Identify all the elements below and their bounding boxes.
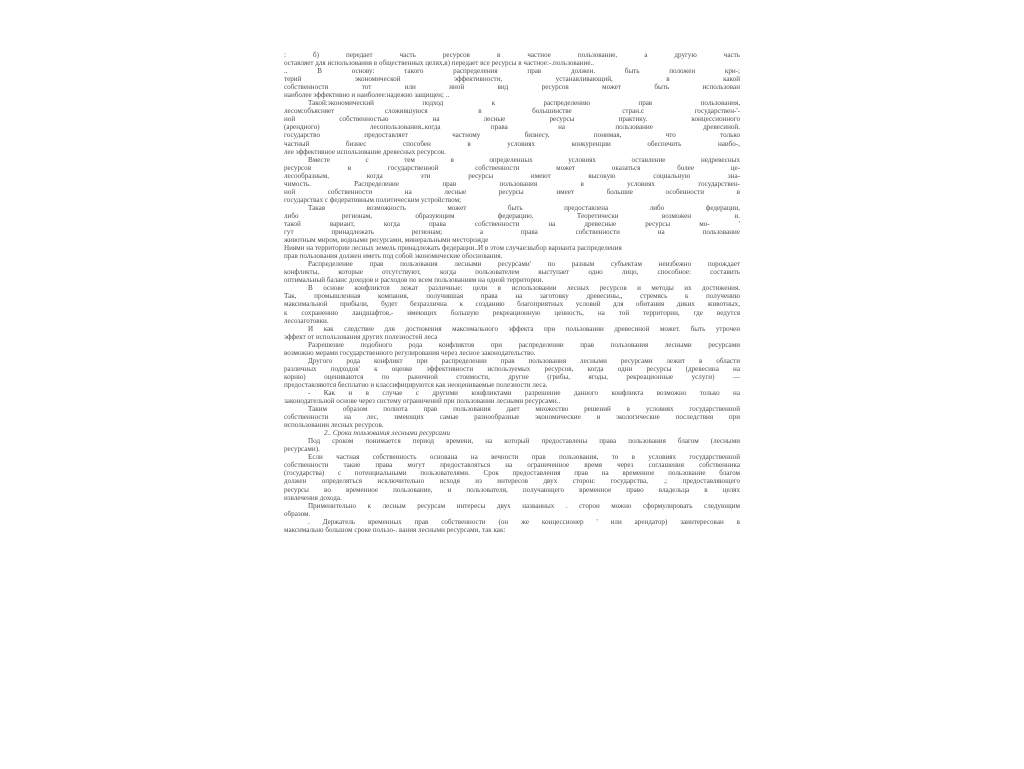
text-line: максимальной прибыли, будет безразлична к созданию благоприятных условий для обитания диких животных,: [284, 300, 740, 309]
text-line: эффект от использования других полезностей леса: [284, 332, 438, 341]
text-line: Такой:экономический подход к распределению прав пользования,: [308, 99, 740, 108]
text-line: собственности тот или иной вид ресурсов может быть использован: [284, 83, 740, 92]
text-line: лесообразным, когда эти ресурсы имеют высокую социальную зна-: [284, 171, 740, 180]
text-line: И как следствие для достижения максимального эффекта при пользовании древесиной может. быть утрочен: [308, 324, 740, 333]
document-page: [284, 51, 740, 717]
text-line: Ниями на территории лесных земель принадлежать федерации..И в этом случае:выбор варианта распределения: [284, 244, 622, 253]
text-line: оставляет для использования в общественных целях,в) передает все ресурсы в частное:-.пользование..: [284, 59, 595, 68]
text-line: лесом:объясняет сложившуюся в большинстве стран.с государствен-'-: [284, 107, 740, 116]
text-line: конфликты, которые отсутствуют, когда пользователем выступает одно лицо, способное: составить: [284, 268, 740, 277]
text-line: Под сроком понимается период времени, на который предоставлены права пользования благом (лесными: [308, 437, 740, 446]
text-line: (государства) с потенциальными пользователями. Срок предоставления прав на временное пользование благом: [284, 469, 740, 478]
text-line: образом.: [284, 509, 311, 518]
text-line: Применительно к лесным ресурсам интересы двух названных . сторон можно сформулировать следующим: [308, 501, 740, 510]
text-line: использовании лесных ресурсов.: [284, 421, 384, 430]
text-line: . Держатель временных прав собственности (он же концессионер ' или арендатор) заинтересован в: [308, 517, 740, 526]
text-line: собственности на лес, имеющих самые разнообразные экономические и экологические последствия при: [284, 413, 740, 422]
text-line: законодательной основе через систему ограничений при пользовании лесными ресурсами..: [284, 397, 561, 406]
text-line: .. В основу: такого распределения прав должен. быть положен кри-;: [284, 67, 740, 76]
text-line: Такая возможность может быть предоставлена либо федерации,: [308, 203, 740, 212]
text-line: наиболее эффективно и наиболее:надежно защищен; ..: [284, 91, 450, 100]
text-line: Так, промышленная компания, получившая права на заготовку древесины,, стремясь к получению: [284, 292, 740, 301]
text-line: лесозаготовки.: [284, 316, 329, 325]
text-line: корню) оцениваются по рыночной стоимости, другие (грибы, ягоды, рекреационные услуги) —: [284, 372, 740, 381]
text-line: частный бизнес способен в условиях конкуренции обеспечить наибо-,: [284, 139, 740, 148]
text-line: Другого рода конфликт при распределении прав пользования лесными ресурсами лежит в области: [308, 356, 740, 365]
text-line: собственности такие права могут предоставляться на ограниченное время через соглашения собственника: [284, 461, 740, 470]
text-line: Если частная собственность основана на вечности прав пользования, то в условиях государственной: [308, 453, 740, 462]
text-line: максимально большом сроке пользо-. вания лесными ресурсами, так как:: [284, 525, 506, 534]
text-line: (арендного) лесопользования,.когда права на пользование древесиной.: [284, 123, 740, 132]
text-line: животным миром, водными ресурсами, минеральными месторожде: [284, 236, 489, 245]
text-line: ресурсами).: [284, 445, 320, 454]
text-line: ной собственностью на лесные ресурсы практику. концессионного: [284, 115, 740, 124]
text-line: государствах с федеративным политическим устройством;: [284, 195, 462, 204]
text-line: государство предоставляет частному бизнесу, понимая, что только: [284, 131, 740, 140]
section-heading: 2.. Сроки пользования лесными ресурсами: [324, 429, 451, 438]
text-line: такой вариант, когда права собственности на древесные ресурсы мо- ': [284, 219, 740, 228]
text-line: ной собственности на лесные ресурсы имеет большие особенности в: [284, 187, 740, 196]
text-line: оптимальный баланс доходов и расходов по всем пользованиям на одной территории.: [284, 276, 544, 285]
text-line: Вместе с тем в определенных условиях оставление недревесных: [308, 155, 740, 164]
text-line: возможно мерами государственного регулирования через лесное законодательство.: [284, 348, 536, 357]
text-line: Распределение прав пользования лесными ресурсами' по разным субъектам неизбежно порождает: [308, 260, 740, 269]
text-line: : б) передает часть ресурсов в частное пользование, а другую часть: [284, 51, 740, 59]
text-line: либо регионам, образующим федерацию. Теоретически возможен и.: [284, 211, 740, 220]
text-line: чимость. Распределение прав пользования в условиях государствен-: [284, 179, 740, 188]
text-line: извлечения дохода.: [284, 493, 342, 502]
text-line: В основе конфликтов лежат различные: цели в использовании лесных ресурсов и методы их достижения.: [308, 284, 740, 293]
text-line: предоставляются бесплатно и классифицируются как неоцениваемые полезности леса.: [284, 380, 548, 389]
text-line: терий экономической эффективности, устанавливающий, в какой: [284, 75, 740, 84]
text-line: Разрешение подобного рода конфликтов при распределении прав пользования лесными ресурсами: [308, 340, 740, 349]
text-line: различных подходов' к оценке эффективности используемых ресурсов, когда одни ресурсы (древесина на: [284, 364, 740, 373]
text-line: ресурсы во временное пользование, и пользователя, получающего временное право владельца в целях: [284, 485, 740, 494]
text-line: - Как и в случае с другими конфликтами разрешение данного конфликта возможно только на: [308, 388, 740, 397]
text-line: ресурсов в государственной собственности может оказаться более це-: [284, 163, 740, 172]
text-line: к сохранению ландшафтов,- имеющих большую рекреационную ценность, на той территории, где ведутся: [284, 308, 740, 317]
text-line: должен определяться исключительно исходя из интересов двух сторон: государства, .; предоставляющего: [284, 477, 740, 486]
text-line: гут принадлежать регионам; а права собственности на пользование: [284, 228, 740, 237]
text-line: лее эффективное использование древесных ресурсов.: [284, 147, 446, 156]
text-line: Таким образом полнота прав пользования дает множество решений в условиях государственной: [308, 405, 740, 414]
text-line: прав пользования должен иметь под собой экономические обоснования.: [284, 252, 503, 261]
